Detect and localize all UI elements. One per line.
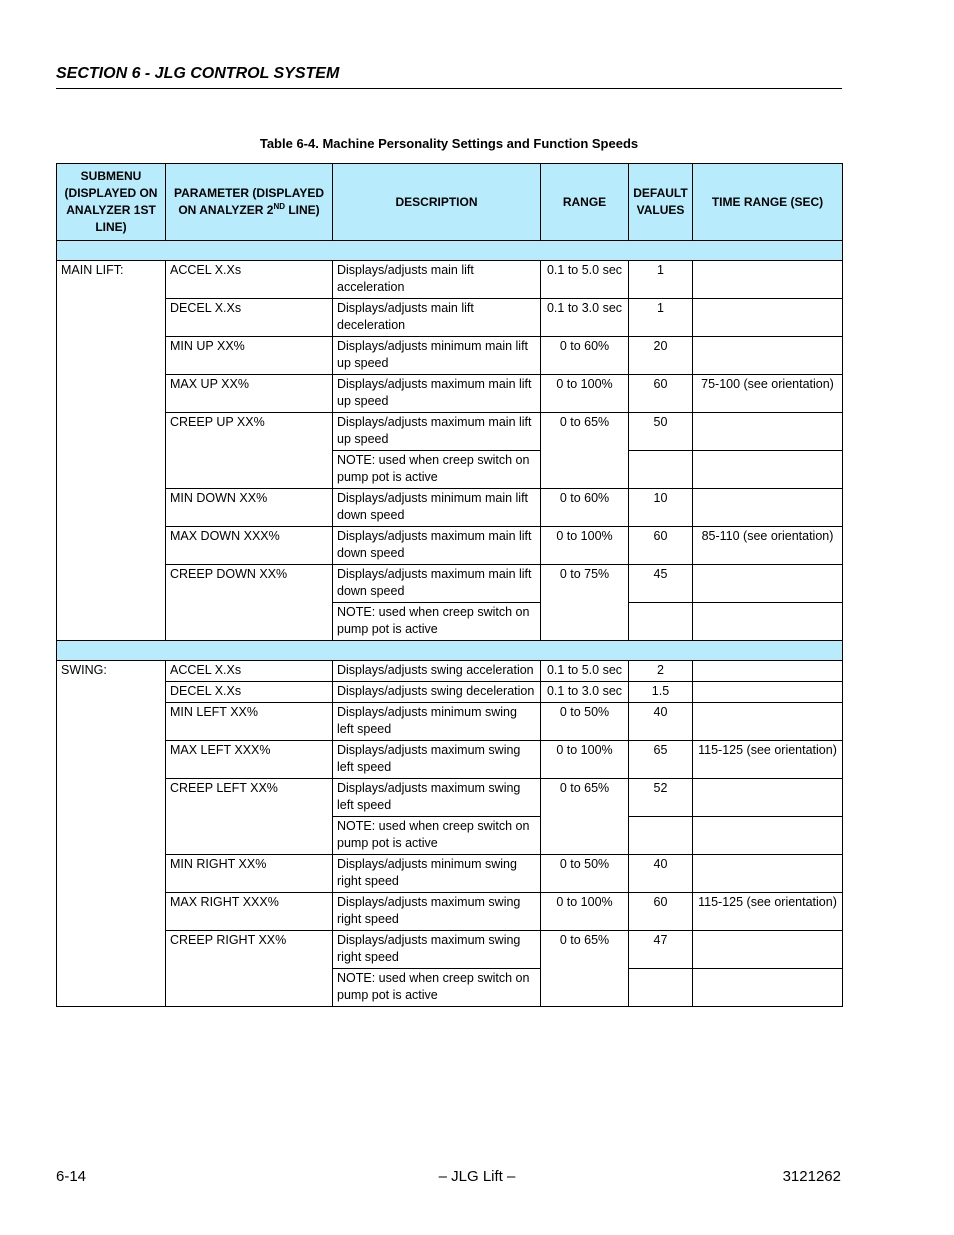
range-cell: 0 to 100%	[541, 893, 629, 931]
description-cell: Displays/adjusts maximum main lift down speed	[333, 565, 541, 603]
table-row	[57, 565, 843, 603]
default-cell: 40	[629, 855, 693, 893]
parameter-cell: MIN RIGHT XX%	[166, 855, 333, 893]
range-cell: 0.1 to 3.0 sec	[541, 682, 629, 703]
time-range-cell: 75-100 (see orientation)	[693, 375, 843, 413]
parameter-cell: MAX RIGHT XXX%	[166, 893, 333, 931]
default-cell: 10	[629, 489, 693, 527]
time-range-cell-empty	[693, 817, 843, 855]
header-description: DESCRIPTION	[333, 164, 541, 241]
header-parameter: PARAMETER (DISPLAYED ON ANALYZER 2ND LINE)	[166, 164, 333, 241]
time-range-cell	[693, 855, 843, 893]
time-range-cell	[693, 261, 843, 299]
group-separator-band	[57, 641, 843, 661]
parameter-cell: CREEP LEFT XX%	[166, 779, 333, 855]
range-cell: 0 to 50%	[541, 703, 629, 741]
time-range-cell: 85-110 (see orientation)	[693, 527, 843, 565]
parameter-cell: DECEL X.Xs	[166, 682, 333, 703]
default-cell: 52	[629, 779, 693, 817]
table-row	[57, 703, 843, 741]
section-header	[56, 64, 842, 89]
table-row	[57, 682, 843, 703]
parameter-cell: MIN LEFT XX%	[166, 703, 333, 741]
default-cell: 40	[629, 703, 693, 741]
description-cell: Displays/adjusts minimum swing left speed	[333, 703, 541, 741]
time-range-cell	[693, 489, 843, 527]
table-row	[57, 893, 843, 931]
document-number: 3121262	[782, 1168, 841, 1185]
table-header-row	[57, 164, 843, 241]
description-cell: Displays/adjusts maximum main lift down speed	[333, 527, 541, 565]
range-cell: 0 to 65%	[541, 779, 629, 855]
parameter-cell: DECEL X.Xs	[166, 299, 333, 337]
description-cell: Displays/adjusts minimum swing right speed	[333, 855, 541, 893]
range-cell: 0.1 to 5.0 sec	[541, 661, 629, 682]
range-cell: 0 to 60%	[541, 489, 629, 527]
table-row	[57, 299, 843, 337]
time-range-cell	[693, 565, 843, 603]
parameter-cell: CREEP RIGHT XX%	[166, 931, 333, 1007]
default-cell-empty	[629, 969, 693, 1007]
note-cell: NOTE: used when creep switch on pump pot is active	[333, 969, 541, 1007]
default-cell-empty	[629, 817, 693, 855]
default-cell: 60	[629, 527, 693, 565]
time-range-cell	[693, 779, 843, 817]
section-title: SECTION 6 - JLG CONTROL SYSTEM	[56, 64, 842, 89]
submenu-cell: SWING:	[57, 661, 166, 1007]
table-row	[57, 527, 843, 565]
parameter-cell: MAX DOWN XXX%	[166, 527, 333, 565]
description-cell: Displays/adjusts main lift deceleration	[333, 299, 541, 337]
description-cell: Displays/adjusts maximum swing right speed	[333, 893, 541, 931]
separator-cell	[57, 641, 843, 661]
note-cell: NOTE: used when creep switch on pump pot is active	[333, 603, 541, 641]
parameter-cell: ACCEL X.Xs	[166, 661, 333, 682]
description-cell: Displays/adjusts main lift acceleration	[333, 261, 541, 299]
default-cell-empty	[629, 603, 693, 641]
range-cell: 0 to 100%	[541, 741, 629, 779]
time-range-cell-empty	[693, 969, 843, 1007]
table-row	[57, 779, 843, 817]
description-cell: Displays/adjusts maximum swing left speed	[333, 741, 541, 779]
time-range-cell-empty	[693, 603, 843, 641]
time-range-cell	[693, 931, 843, 969]
parameter-cell: MAX LEFT XXX%	[166, 741, 333, 779]
main-lift-group	[57, 241, 843, 641]
note-cell: NOTE: used when creep switch on pump pot is active	[333, 451, 541, 489]
note-cell: NOTE: used when creep switch on pump pot is active	[333, 817, 541, 855]
description-cell: Displays/adjusts minimum main lift up speed	[333, 337, 541, 375]
default-cell: 1	[629, 261, 693, 299]
default-cell: 20	[629, 337, 693, 375]
time-range-cell	[693, 413, 843, 451]
default-cell: 1.5	[629, 682, 693, 703]
parameter-cell: MIN UP XX%	[166, 337, 333, 375]
footer-publisher: – JLG Lift –	[438, 1168, 516, 1185]
table-row	[57, 413, 843, 451]
header-submenu: SUBMENU (DISPLAYED ON ANALYZER 1ST LINE)	[57, 164, 166, 241]
page-number: 6-14	[56, 1168, 87, 1185]
time-range-cell: 115-125 (see orientation)	[693, 893, 843, 931]
time-range-cell	[693, 703, 843, 741]
time-range-cell	[693, 299, 843, 337]
time-range-cell	[693, 682, 843, 703]
range-cell: 0.1 to 5.0 sec	[541, 261, 629, 299]
default-cell: 60	[629, 375, 693, 413]
table-row	[57, 931, 843, 969]
table-row	[57, 261, 843, 299]
table-row	[57, 337, 843, 375]
table-row	[57, 375, 843, 413]
submenu-cell: MAIN LIFT:	[57, 261, 166, 641]
table-row	[57, 489, 843, 527]
description-cell: Displays/adjusts swing deceleration	[333, 682, 541, 703]
header-default: DEFAULT VALUES	[629, 164, 693, 241]
time-range-cell	[693, 337, 843, 375]
time-range-cell-empty	[693, 451, 843, 489]
separator-cell	[57, 241, 843, 261]
personality-settings-table	[56, 163, 843, 1007]
description-cell: Displays/adjusts maximum swing left speed	[333, 779, 541, 817]
range-cell: 0 to 60%	[541, 337, 629, 375]
table-caption: Table 6-4. Machine Personality Settings and Function Speeds	[259, 136, 639, 151]
default-cell: 60	[629, 893, 693, 931]
header-time-range: TIME RANGE (SEC)	[693, 164, 843, 241]
parameter-cell: CREEP DOWN XX%	[166, 565, 333, 641]
description-cell: Displays/adjusts maximum main lift up speed	[333, 375, 541, 413]
default-cell: 1	[629, 299, 693, 337]
range-cell: 0 to 75%	[541, 565, 629, 641]
description-cell: Displays/adjusts minimum main lift down speed	[333, 489, 541, 527]
header-range: RANGE	[541, 164, 629, 241]
swing-group	[57, 641, 843, 1007]
default-cell: 65	[629, 741, 693, 779]
range-cell: 0 to 100%	[541, 527, 629, 565]
time-range-cell	[693, 661, 843, 682]
parameter-cell: MIN DOWN XX%	[166, 489, 333, 527]
description-cell: Displays/adjusts maximum swing right speed	[333, 931, 541, 969]
description-cell: Displays/adjusts maximum main lift up speed	[333, 413, 541, 451]
range-cell: 0 to 50%	[541, 855, 629, 893]
default-cell: 47	[629, 931, 693, 969]
default-cell: 2	[629, 661, 693, 682]
range-cell: 0 to 65%	[541, 413, 629, 489]
group-separator-band	[57, 241, 843, 261]
default-cell: 45	[629, 565, 693, 603]
table-row	[57, 855, 843, 893]
range-cell: 0 to 100%	[541, 375, 629, 413]
parameter-cell: ACCEL X.Xs	[166, 261, 333, 299]
range-cell: 0.1 to 3.0 sec	[541, 299, 629, 337]
description-cell: Displays/adjusts swing acceleration	[333, 661, 541, 682]
time-range-cell: 115-125 (see orientation)	[693, 741, 843, 779]
table-row	[57, 661, 843, 682]
default-cell: 50	[629, 413, 693, 451]
default-cell-empty	[629, 451, 693, 489]
range-cell: 0 to 65%	[541, 931, 629, 1007]
parameter-cell: MAX UP XX%	[166, 375, 333, 413]
parameter-cell: CREEP UP XX%	[166, 413, 333, 489]
table-row	[57, 741, 843, 779]
